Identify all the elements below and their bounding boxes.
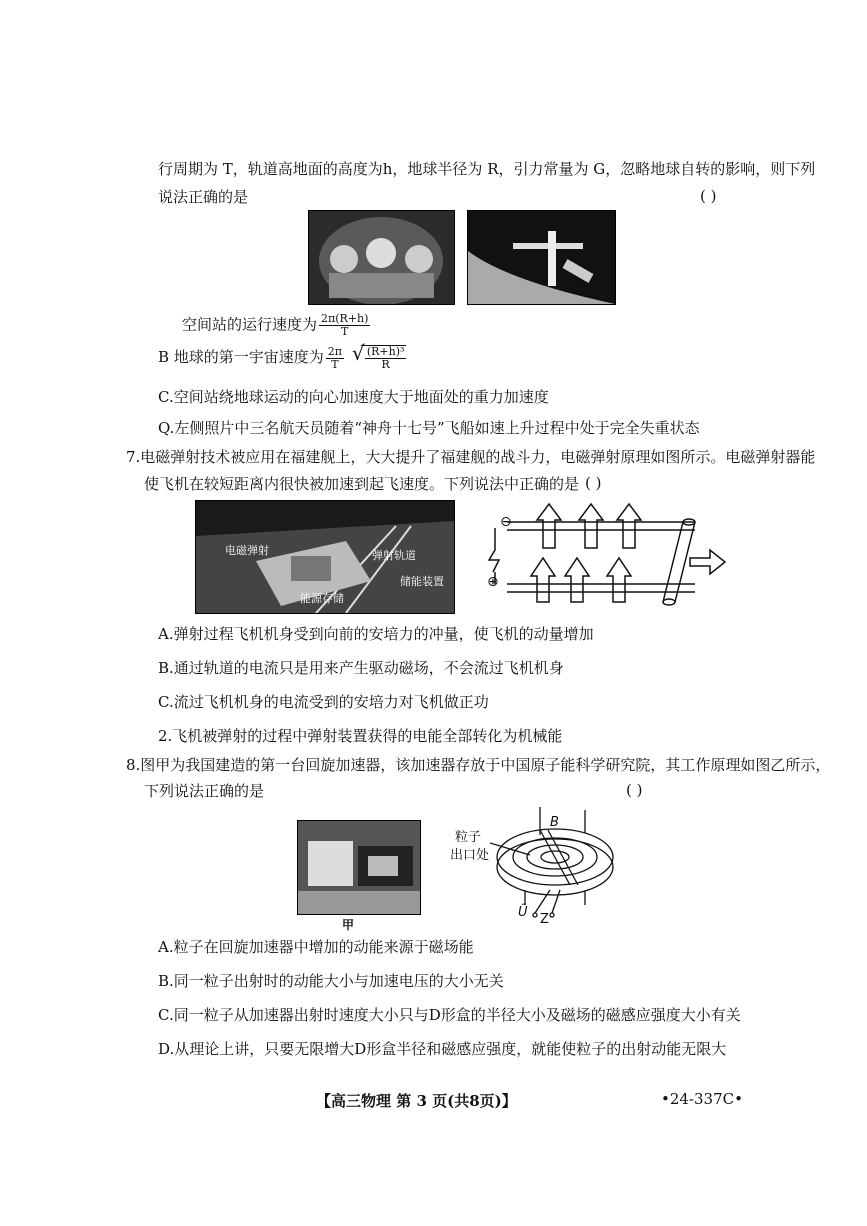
q7-photo-label-4: 能源存储 xyxy=(300,592,344,605)
q8-stem-line2: 下列说法正确的是 xyxy=(144,782,265,800)
q6-option-b-prefix: B 地球的第一宇宙速度为 xyxy=(158,348,324,366)
q8-answer-paren: ( ) xyxy=(626,781,643,799)
q6-option-b-root-den: R xyxy=(381,358,390,371)
q8-option-a: A.粒子在回旋加速器中增加的动能来源于磁场能 xyxy=(158,938,474,956)
q6-stem-line1: 行周期为 T，轨道高地面的高度为h，地球半径为 R，引力常量为 G，忽略地球自转的影响，则下列 xyxy=(158,160,816,178)
q6-option-b xyxy=(158,345,406,371)
q7-photo-label-2: 弹射轨道 xyxy=(372,549,416,562)
footer-page-title: 【高三物理 第 3 页(共8页)】 xyxy=(316,1092,517,1110)
station-photo-art xyxy=(468,211,615,304)
q6-option-c: C.空间站绕地球运动的向心加速度大于地面处的重力加速度 xyxy=(158,388,549,406)
q8-label-particle-2: 出口处 xyxy=(450,848,490,863)
q8-stem-line1: 8.图甲为我国建造的第一台回旋加速器，该加速器存放于中国原子能科学研究院，其工作原理如图乙所示， xyxy=(126,756,831,774)
q7-plus-terminal: ⊕ xyxy=(487,574,499,590)
q8-label-particle-1: 粒子 xyxy=(455,830,482,845)
q7-photo-label-3: 储能装置 xyxy=(400,575,444,588)
q8-label-jia: 甲 xyxy=(342,918,355,932)
q6-option-b-root xyxy=(361,345,407,371)
q8-cyclotron-photo xyxy=(297,820,421,915)
q7-minus-terminal: ⊖ xyxy=(500,514,512,530)
q7-stem-line2: 使飞机在较短距离内很快被加速到起飞速度。下列说法中正确的是 xyxy=(144,475,580,493)
q7-option-b: B.通过轨道的电流只是用来产生驱动磁场，不会流过飞机机身 xyxy=(158,659,564,677)
q7-photo-label-1: 电磁弹射 xyxy=(225,544,269,557)
q6-option-b-coef-den: T xyxy=(331,357,339,371)
q6-option-a-fraction xyxy=(319,313,370,338)
q6-option-a-num: 2π(R+h) xyxy=(321,312,369,325)
q8-label-yi: Z xyxy=(540,912,549,927)
q8-option-b: B.同一粒子出射时的动能大小与加速电压的大小无关 xyxy=(158,972,504,990)
q8-label-U: Ũ xyxy=(518,905,528,920)
q6-option-b-root-frac xyxy=(365,346,407,371)
q6-station-photo xyxy=(467,210,616,305)
q6-option-b-root-num: √ (R+h)³ xyxy=(366,345,405,358)
footer-paper-code: •24-337C• xyxy=(661,1090,743,1108)
q6-option-b-coef-num: 2π xyxy=(327,344,343,358)
cyclotron-photo-art xyxy=(298,821,420,914)
astronaut-photo-art xyxy=(309,211,454,304)
q8-option-c: C.同一粒子从加速器出射时速度大小只与D形盒的半径大小及磁场的磁感应强度大小有关 xyxy=(158,1006,741,1024)
q6-option-a xyxy=(182,313,370,338)
q6-option-b-coef xyxy=(326,346,344,371)
q7-option-d: 2.飞机被弹射的过程中弹射装置获得的电能全部转化为机械能 xyxy=(158,727,563,745)
q6-option-d: Q.左侧照片中三名航天员随着“神舟十七号”飞船如速上升过程中处于完全失重状态 xyxy=(158,419,700,437)
q6-stem-line2: 说法正确的是 xyxy=(158,188,249,206)
q8-label-B: B xyxy=(550,815,559,830)
q7-rail-diagram xyxy=(485,498,730,616)
q6-option-a-den: T xyxy=(341,325,349,338)
q6-option-a-prefix: 空间站的运行速度为 xyxy=(182,315,318,334)
q8-option-d: D.从理论上讲，只要无限增大D形盒半径和磁感应强度，就能使粒子的出射动能无限大 xyxy=(158,1040,727,1058)
q6-astronaut-photo xyxy=(308,210,455,305)
q7-option-c: C.流过飞机机身的电流受到的安培力对飞机做正功 xyxy=(158,693,489,711)
q7-option-a: A.弹射过程飞机机身受到向前的安培力的冲量，使飞机的动量增加 xyxy=(158,625,594,643)
q6-answer-paren: ( ) xyxy=(700,187,717,205)
q7-answer-paren: ( ) xyxy=(585,474,602,492)
q7-stem-line1: 7.电磁弹射技术被应用在福建舰上，大大提升了福建舰的战斗力，电磁弹射原理如图所示。电磁弹射器能 xyxy=(126,448,816,466)
